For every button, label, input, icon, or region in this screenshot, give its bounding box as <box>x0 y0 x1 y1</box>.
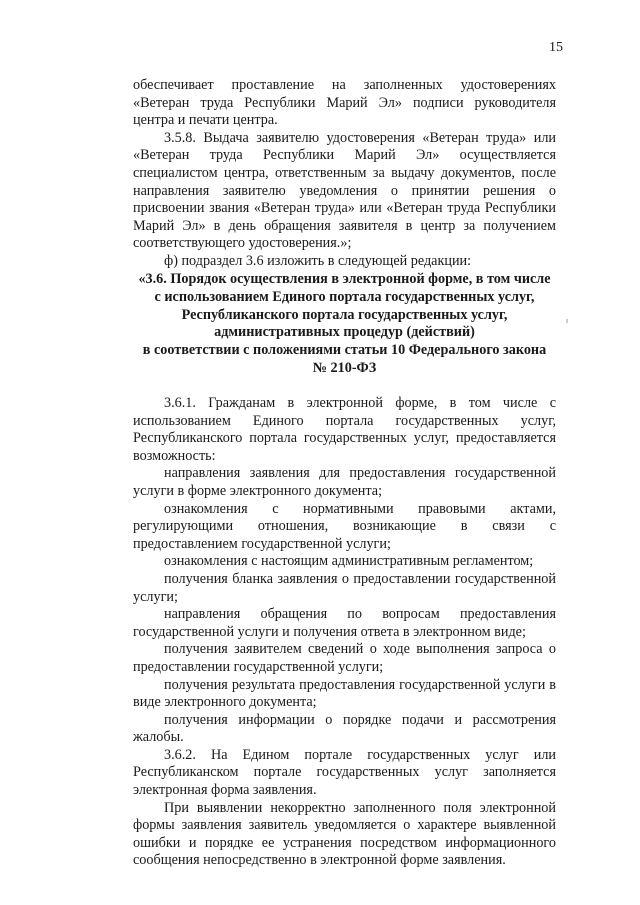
intro-section <box>133 77 556 271</box>
paragraph-3-5-8: 3.5.8. Выдача заявителю удостоверения «Ветеран труда» или «Ветеран труда Республики Марий Эл» осуществляется специалистом центра, ответственным за выдачу документов, после направления заявителю уведомления о принятии решения о присвоении звания «Ветеран труда» или «Ветеран труда Республики Марий Эл» в день обращения заявителя в центр за получением соответствующего удостоверения.»; <box>133 129 556 252</box>
heading-line: № 210-ФЗ <box>312 359 377 376</box>
list-item: получения заявителем сведений о ходе выполнения запроса о предоставлении государственной услуги; <box>133 641 556 675</box>
heading-line: с использованием Единого портала государственных услуг, <box>154 288 535 305</box>
list-item: направления заявления для предоставления государственной услуги в форме электронного документа; <box>133 465 556 499</box>
section-heading-3-6 <box>133 271 556 378</box>
list-item: ознакомления с нормативными правовыми актами, регулирующими отношения, возникающие в связи с предоставлением государственной услуги; <box>133 500 556 552</box>
paragraph-continuation: обеспечивает проставление на заполненных удостоверениях «Ветеран труда Республики Марий Эл» подписи руководителя центра и печати центра. <box>133 77 556 129</box>
list-item: получения бланка заявления о предоставлении государственной услуги; <box>133 570 556 605</box>
body-section <box>133 395 556 870</box>
paragraph-3-6-1: 3.6.1. Гражданам в электронной форме, в том числе с использованием Единого портала государственных услуг, Республиканского портала государственных услуг, предоставляется возможность: <box>133 395 556 464</box>
list-item: получения результата предоставления государственной услуги в виде электронного документа; <box>133 676 556 711</box>
list-item: направления обращения по вопросам предоставления государственной услуги и получения ответа в электронном виде; <box>133 606 556 640</box>
list-item: получения информации о порядке подачи и рассмотрения жалобы. <box>133 711 556 746</box>
heading-line: административных процедур (действий) <box>214 324 475 341</box>
page-number: 15 <box>549 40 563 55</box>
heading-line: в соответствии с положениями статьи 10 Федерального закона <box>142 342 547 359</box>
heading-line: Республиканского портала государственных услуг, <box>181 306 508 323</box>
list-item: ознакомления с настоящим административным регламентом; <box>164 553 534 570</box>
paragraph-error-notice: При выявлении некорректно заполненного поля электронной формы заявления заявитель уведомляется о характере выявленной ошибки и порядке ее устранения посредством информационного сообщения непосредственно в электронной форме заявления. <box>133 799 556 869</box>
paragraph-amendment-f: ф) подраздел 3.6 изложить в следующей редакции: <box>164 252 472 269</box>
heading-line: «3.6. Порядок осуществления в электронной форме, в том числе <box>138 271 551 287</box>
paragraph-3-6-2: 3.6.2. На Едином портале государственных услуг или Республиканском портале государственных услуг заполняется электронная форма заявления. <box>133 746 556 799</box>
scan-speck <box>566 319 568 323</box>
